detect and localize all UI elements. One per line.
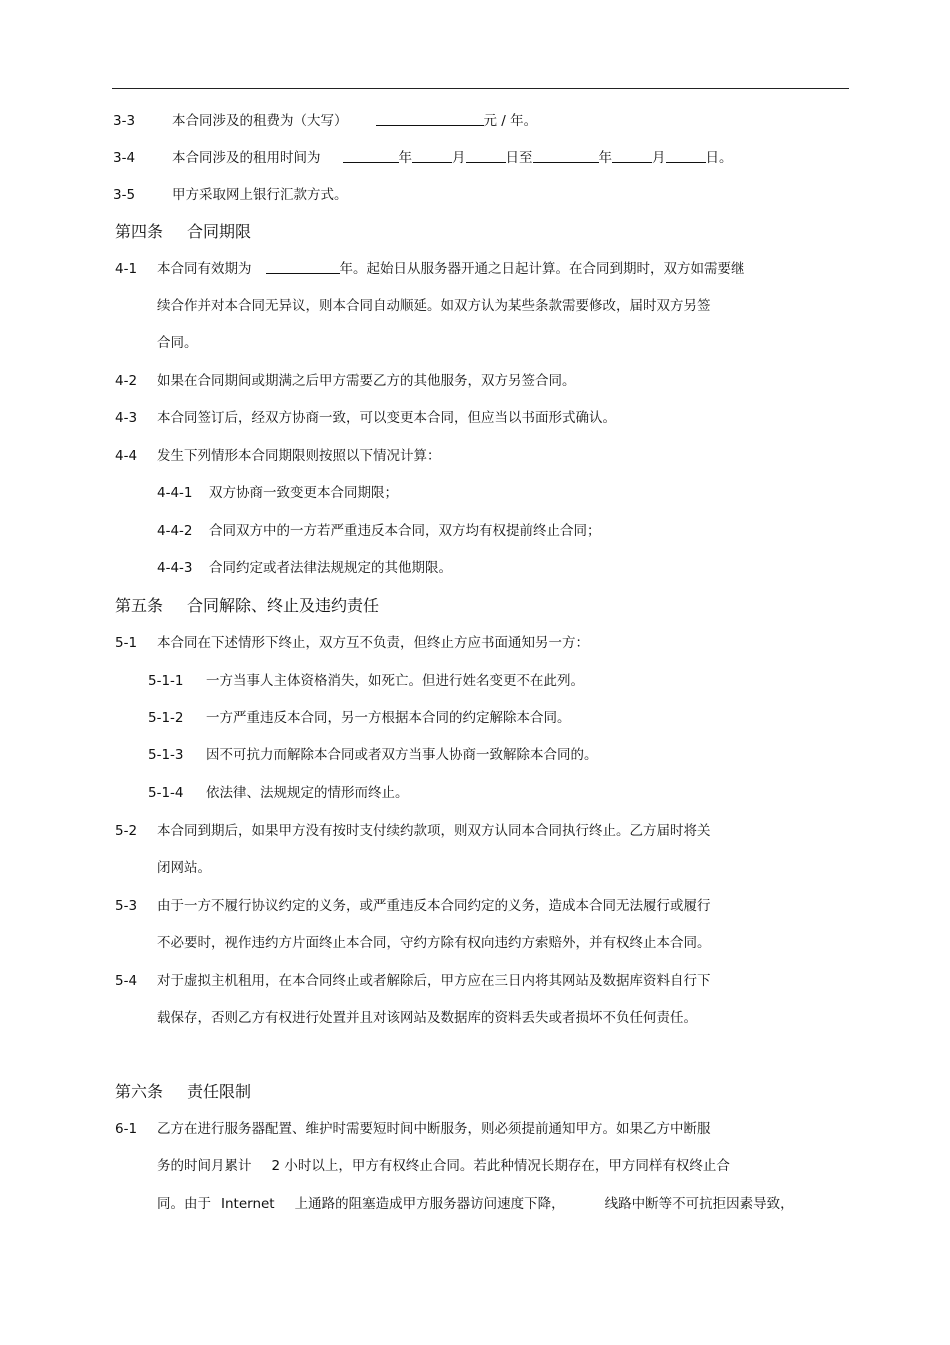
clause-number: 5-1-1 xyxy=(148,673,184,689)
header-rule xyxy=(112,88,849,89)
clause-text: 因不可抗力而解除本合同或者双方当事人协商一致解除本合同的。 xyxy=(206,747,598,763)
clause-text: 本合同涉及的租费为（大写） xyxy=(172,113,348,129)
clause-4-4-1 xyxy=(157,483,398,503)
clause-4-2 xyxy=(115,371,576,391)
clause-3-3 xyxy=(113,111,537,131)
day-label: 日至 xyxy=(505,150,533,166)
article-number: 第五条 xyxy=(115,596,164,615)
article-5-heading xyxy=(115,596,379,616)
clause-number: 3-5 xyxy=(113,187,136,203)
clause-5-1-4 xyxy=(148,783,409,803)
clause-number: 4-3 xyxy=(115,410,138,426)
clause-number: 5-1-4 xyxy=(148,785,184,801)
fill-blank xyxy=(343,148,399,163)
clause-text: 同。由于 xyxy=(157,1196,211,1212)
article-title: 合同解除、终止及违约责任 xyxy=(187,596,380,615)
clause-text: 本合同有效期为 xyxy=(157,261,252,277)
clause-text: 甲方采取网上银行汇款方式。 xyxy=(172,187,348,203)
fill-blank xyxy=(266,259,340,274)
clause-5-3 xyxy=(115,896,711,916)
fill-blank xyxy=(666,148,706,163)
clause-4-4 xyxy=(115,446,441,466)
fill-blank xyxy=(466,148,506,163)
clause-4-3 xyxy=(115,408,616,428)
clause-number: 4-4-2 xyxy=(157,523,193,539)
clause-3-4 xyxy=(113,148,733,168)
clause-6-1-cont xyxy=(157,1194,794,1214)
clause-text: 本合同到期后，如果甲方没有按时支付续约款项，则双方认同本合同执行终止。乙方届时将关 xyxy=(157,823,711,839)
fill-blank xyxy=(533,148,599,163)
clause-number: 5-2 xyxy=(115,823,138,839)
article-4-heading xyxy=(115,222,251,242)
day-label: 日。 xyxy=(705,150,733,166)
clause-number: 5-1-3 xyxy=(148,747,184,763)
article-number: 第四条 xyxy=(115,222,164,241)
clause-3-5 xyxy=(113,185,348,205)
fill-blank xyxy=(376,111,484,126)
month-label: 月 xyxy=(652,150,666,166)
clause-text: 一方严重违反本合同，另一方根据本合同的约定解除本合同。 xyxy=(206,710,571,726)
clause-5-2 xyxy=(115,821,711,841)
clause-text: 依法律、法规规定的情形而终止。 xyxy=(206,785,409,801)
clause-5-4-cont: 载保存，否则乙方有权进行处置并且对该网站及数据库的资料丢失或者损坏不负任何责任。 xyxy=(157,1010,697,1026)
clause-number: 3-3 xyxy=(113,113,136,129)
clause-text: 上通路的阻塞造成甲方服务器访问速度下降， xyxy=(294,1196,565,1212)
clause-text: 合同双方中的一方若严重违反本合同，双方均有权提前终止合同； xyxy=(209,523,601,539)
clause-5-1-1 xyxy=(148,671,584,691)
clause-5-2-cont: 闭网站。 xyxy=(157,860,211,876)
clause-text: 双方协商一致变更本合同期限； xyxy=(209,485,398,501)
article-6-heading xyxy=(115,1082,251,1102)
clause-number: 5-4 xyxy=(115,973,138,989)
fill-blank xyxy=(612,148,652,163)
clause-5-1-2 xyxy=(148,708,571,728)
clause-text: 线路中断等不可抗拒因素导致， xyxy=(604,1196,794,1212)
article-number: 第六条 xyxy=(115,1082,164,1101)
clause-text: 本合同在下述情形下终止，双方互不负责，但终止方应书面通知另一方： xyxy=(157,635,589,651)
clause-text: 乙方在进行服务器配置、维护时需要短时间中断服务，则必须提前通知甲方。如果乙方中断服 xyxy=(157,1121,711,1137)
clause-4-4-3 xyxy=(157,558,452,578)
clause-text: 本合同涉及的租用时间为 xyxy=(172,150,321,166)
clause-number: 5-1-2 xyxy=(148,710,184,726)
article-title: 合同期限 xyxy=(187,222,252,241)
clause-text-tail: 元 / 年。 xyxy=(483,113,538,129)
clause-text: 由于一方不履行协议约定的义务，或严重违反本合同约定的义务，造成本合同无法履行或履行 xyxy=(157,898,711,914)
clause-4-1-cont: 合同。 xyxy=(157,335,198,351)
clause-text: 一方当事人主体资格消失，如死亡。但进行姓名变更不在此列。 xyxy=(206,673,584,689)
clause-text: 发生下列情形本合同期限则按照以下情况计算： xyxy=(157,448,441,464)
clause-number: 5-1 xyxy=(115,635,138,651)
year-label: 年 xyxy=(598,150,612,166)
clause-text: 如果在合同期间或期满之后甲方需要乙方的其他服务，双方另签合同。 xyxy=(157,373,576,389)
clause-5-4 xyxy=(115,971,711,991)
clause-text: 2 小时以上，甲方有权终止合同。若此种情况长期存在，甲方同样有权终止合 xyxy=(271,1158,730,1174)
clause-number: 3-4 xyxy=(113,150,136,166)
clause-4-1 xyxy=(115,259,745,279)
clause-number: 6-1 xyxy=(115,1121,138,1137)
clause-number: 4-4 xyxy=(115,448,138,464)
clause-number: 4-4-3 xyxy=(157,560,193,576)
year-label: 年 xyxy=(398,150,412,166)
clause-number: 4-4-1 xyxy=(157,485,193,501)
clause-text: 对于虚拟主机租用，在本合同终止或者解除后，甲方应在三日内将其网站及数据库资料自行下 xyxy=(157,973,711,989)
clause-5-1 xyxy=(115,633,589,653)
fill-blank xyxy=(412,148,452,163)
clause-6-1 xyxy=(115,1119,711,1139)
clause-5-3-cont: 不必要时，视作违约方片面终止本合同，守约方除有权向违约方索赔外，并有权终止本合同。 xyxy=(157,935,711,951)
clause-text: 合同约定或者法律法规规定的其他期限。 xyxy=(209,560,452,576)
clause-text: Internet xyxy=(221,1196,275,1212)
article-title: 责任限制 xyxy=(187,1082,252,1101)
clause-number: 5-3 xyxy=(115,898,138,914)
clause-number: 4-1 xyxy=(115,261,138,277)
clause-4-4-2 xyxy=(157,521,601,541)
clause-number: 4-2 xyxy=(115,373,138,389)
clause-5-1-3 xyxy=(148,745,598,765)
clause-text: 年。起始日从服务器开通之日起计算。在合同到期时，双方如需要继 xyxy=(339,261,745,277)
clause-6-1-cont xyxy=(157,1156,730,1176)
clause-text: 本合同签订后，经双方协商一致，可以变更本合同，但应当以书面形式确认。 xyxy=(157,410,616,426)
clause-text: 务的时间月累计 xyxy=(157,1158,252,1174)
month-label: 月 xyxy=(452,150,466,166)
clause-4-1-cont: 续合作并对本合同无异议，则本合同自动顺延。如双方认为某些条款需要修改，届时双方另签 xyxy=(157,298,711,314)
